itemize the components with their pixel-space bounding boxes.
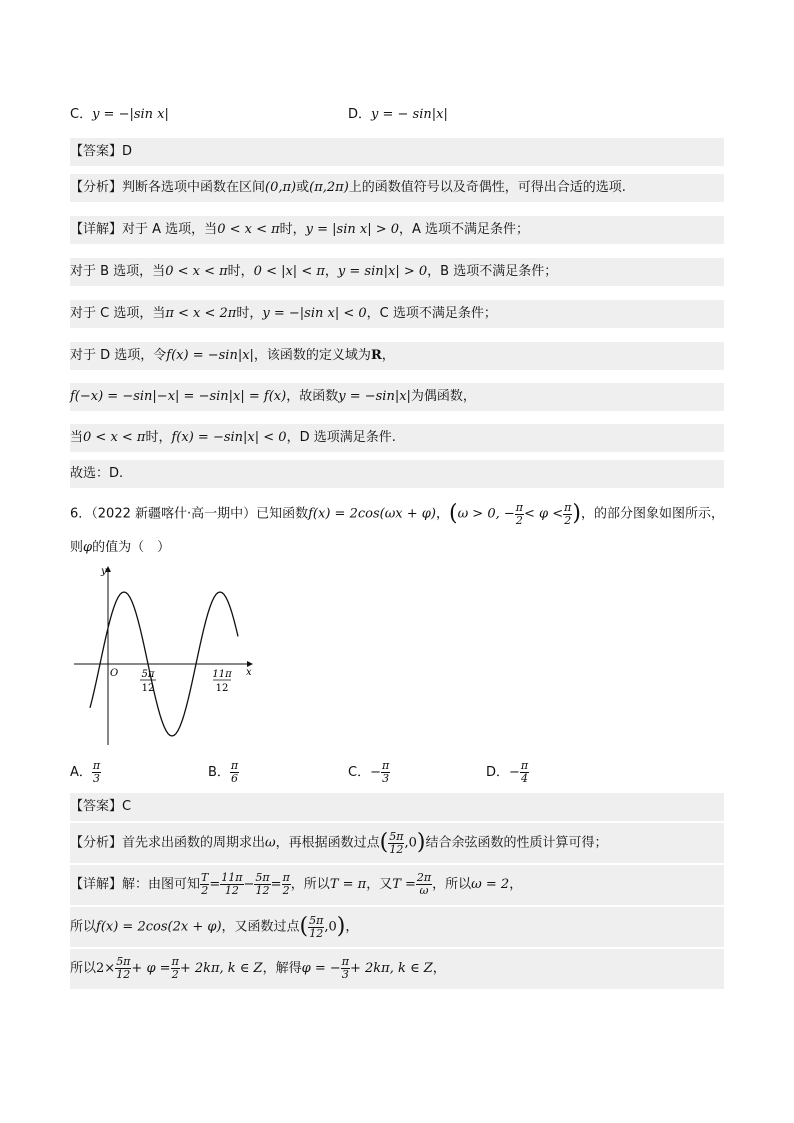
fraction [171, 956, 180, 981]
option-d [348, 101, 448, 129]
frac-den: 2 [171, 968, 179, 981]
detail-text: 时， [236, 306, 263, 321]
tick-label-den: 12 [141, 683, 155, 694]
math-expr: f(x) = 2cos(2x + φ) [96, 919, 222, 935]
frac-num: π [341, 955, 349, 968]
analysis-text: ，再根据函数过点 [275, 835, 380, 851]
option-fraction [381, 760, 390, 785]
math-expr: 0 < |x| < π [253, 264, 325, 279]
detail-text: ，解得 [262, 961, 302, 976]
frac-num: π [381, 759, 390, 772]
condition: π < x < 2π [165, 306, 237, 321]
q6-stem-text: 的值为（ ） [92, 540, 171, 555]
frac-den: 2 [201, 884, 209, 897]
frac-num: 5π [309, 913, 324, 927]
prev-options-row [70, 101, 724, 129]
interval-2: (π,2π) [309, 180, 349, 195]
detail-tag: 【详解】 [70, 877, 123, 892]
detail-text: 时， [279, 222, 306, 237]
separator: ， [324, 264, 338, 279]
frac-den: 6 [231, 772, 239, 785]
frac-den: 2 [564, 513, 572, 527]
option-label: A． [70, 765, 92, 780]
prev-detail-f [70, 424, 724, 452]
point-fraction [388, 831, 404, 856]
paren-open: ( [299, 914, 309, 939]
fraction-pi-over-2 [515, 502, 524, 527]
frac-den: 3 [341, 968, 349, 981]
fraction [220, 872, 243, 897]
detail-text: 解：由图可知 [122, 877, 201, 892]
q6-options [70, 755, 724, 791]
math-expr: T = π [329, 877, 367, 892]
separator: ， [435, 506, 449, 522]
detail-text: ，D 选项满足条件. [286, 430, 396, 445]
prev-detail-a [70, 216, 724, 244]
analysis-or: 或 [296, 180, 310, 195]
q6-stem-2 [70, 534, 724, 562]
analysis-text: 首先求出函数的周期求出 [122, 835, 266, 851]
math-expr: 2× [96, 961, 116, 976]
detail-text: 为偶函数， [410, 389, 476, 404]
detail-text: ，所以 [290, 877, 330, 892]
math-expr: y = −|sin x| < 0 [262, 306, 367, 321]
detail-text: 对于 B 选项，当 [70, 264, 166, 279]
minus: − [243, 877, 255, 892]
q6-condition: ω > 0, − [457, 506, 515, 522]
interval-1: (0,π) [265, 180, 297, 195]
prev-choose [70, 460, 724, 488]
detail-text: ，又 [366, 877, 393, 892]
q6-stem [70, 497, 724, 531]
frac-den: 4 [521, 772, 529, 785]
paren-close: ) [416, 830, 426, 855]
math-expr: y = |sin x| > 0 [305, 222, 400, 237]
option-fraction [520, 760, 529, 785]
detail-text: 时， [227, 264, 254, 279]
detail-text: ，又函数过点 [221, 919, 300, 935]
detail-text: ，A 选项不满足条件； [399, 222, 530, 237]
tick-label-den: 12 [215, 683, 229, 694]
math-expr: + φ = [131, 961, 171, 976]
prev-analysis [70, 174, 724, 202]
frac-num: 5π [255, 871, 270, 884]
point-fraction [308, 915, 324, 940]
q6-function: f(x) = 2cos(ωx + φ) [308, 506, 436, 522]
option-d-label: D． [348, 107, 372, 122]
math-expr: φ = − [301, 961, 341, 976]
choose-text: 故选：D. [70, 466, 124, 481]
frac-den: 2 [282, 884, 290, 897]
tick-label-num: 5π [141, 669, 155, 680]
frac-num: π [515, 500, 523, 514]
option-sign: − [370, 765, 381, 780]
origin-label: O [110, 668, 119, 679]
option-b[interactable] [208, 755, 239, 791]
answer-value: C [122, 799, 132, 814]
q6-answer [70, 793, 724, 821]
condition: 0 < x < π [83, 430, 146, 445]
fraction [254, 872, 270, 897]
omega-symbol: ω [265, 835, 276, 851]
q6-stem-text: 则 [70, 540, 84, 555]
detail-text: ，C 选项不满足条件； [366, 306, 497, 321]
analysis-text: 判断各选项中函数在区间 [122, 180, 266, 195]
y-axis-label: y [101, 566, 107, 577]
q6-stem-text: ，的部分图象如图所示， [580, 506, 724, 522]
prev-detail-d [70, 342, 724, 370]
math-expr: ω = 2 [471, 877, 510, 892]
frac-den: 3 [93, 772, 101, 785]
frac-num: 11π [221, 871, 243, 884]
cosine-graph [74, 563, 260, 745]
prev-answer [70, 138, 724, 166]
q6-condition-mid: < φ < [524, 506, 564, 522]
q6-detail-2 [70, 907, 724, 947]
detail-text: ， [432, 961, 446, 976]
prev-detail-c [70, 300, 724, 328]
analysis-text-end: 上的函数值符号以及奇偶性，可得出合适的选项. [348, 180, 626, 195]
option-d-expr: y = − sin|x| [371, 107, 448, 122]
point-rest: ,0 [404, 835, 417, 851]
detail-text: ，所以 [432, 877, 472, 892]
frac-num: π [92, 759, 101, 772]
fraction-pi-over-2 [563, 502, 572, 527]
answer-value: D [122, 144, 133, 159]
frac-num: π [520, 759, 529, 772]
analysis-tag: 【分析】 [70, 180, 123, 195]
option-sign: − [509, 765, 520, 780]
option-c[interactable] [348, 755, 390, 791]
math-expr: f(−x) = −sin|−x| = −sin|x| = f(x) [70, 389, 287, 404]
detail-text: ， [345, 919, 359, 935]
paren-open: ( [448, 501, 458, 526]
frac-num: 2π [416, 871, 432, 884]
detail-text: ，故函数 [286, 389, 339, 404]
option-label: D． [486, 765, 510, 780]
fraction [341, 956, 350, 981]
detail-text: 时， [145, 430, 172, 445]
phi-symbol: φ [83, 540, 93, 555]
option-d[interactable] [486, 755, 529, 791]
frac-den: 2 [515, 513, 523, 527]
math-expr: y = sin|x| > 0 [337, 264, 428, 279]
frac-den: 3 [382, 772, 390, 785]
prev-detail-e [70, 383, 724, 411]
q6-detail-1 [70, 865, 724, 905]
option-a[interactable] [70, 755, 101, 791]
paren-close: ) [336, 914, 346, 939]
analysis-text: 结合余弦函数的性质计算可得； [425, 835, 608, 851]
frac-num: 5π [116, 955, 131, 968]
detail-text: 对于 A 选项，当 [122, 222, 218, 237]
frac-num: π [171, 955, 179, 968]
option-fraction [92, 760, 101, 785]
detail-text: 所以 [70, 961, 97, 976]
frac-den: 12 [116, 968, 131, 981]
paren-open: ( [379, 830, 389, 855]
detail-text: ， [509, 877, 523, 892]
answer-tag: 【答案】 [70, 144, 123, 159]
frac-num: T [201, 871, 209, 884]
frac-num: π [230, 759, 239, 772]
equals: = [270, 877, 282, 892]
option-c-label: C． [70, 107, 93, 122]
x-axis-label: x [246, 667, 252, 678]
math-expr: T = [392, 877, 416, 892]
q6-stem-text: 6．（2022 新疆喀什·高一期中）已知函数 [70, 506, 309, 522]
paren-close: ) [572, 501, 581, 526]
tick-label-num: 11π [212, 669, 232, 680]
detail-text: ， [381, 348, 395, 363]
answer-tag: 【答案】 [70, 799, 123, 814]
option-label: B． [208, 765, 230, 780]
frac-den: ω [419, 884, 429, 897]
frac-den: 12 [255, 884, 270, 897]
option-c-expr: y = −|sin x| [92, 107, 169, 122]
condition: 0 < x < π [217, 222, 280, 237]
detail-text: 当 [70, 430, 84, 445]
fraction [282, 872, 291, 897]
frac-den: 12 [224, 884, 239, 897]
prev-detail-b [70, 258, 724, 286]
analysis-tag: 【分析】 [70, 835, 123, 851]
math-expr: f(x) = −sin|x| < 0 [171, 430, 287, 445]
detail-text: 对于 D 选项，令 [70, 348, 167, 363]
detail-text: ，B 选项不满足条件； [427, 264, 558, 279]
q6-detail-3 [70, 949, 724, 989]
option-fraction [230, 760, 239, 785]
frac-num: π [564, 500, 572, 514]
math-expr: + 2kπ, k ∈ Z [350, 961, 433, 976]
equals: = [209, 877, 221, 892]
math-expr: + 2kπ, k ∈ Z [179, 961, 263, 976]
fraction [115, 956, 131, 981]
condition: 0 < x < π [165, 264, 228, 279]
frac-num: π [282, 871, 290, 884]
math-expr: y = −sin|x| [338, 389, 411, 404]
option-label: C． [348, 765, 371, 780]
detail-text: 对于 C 选项，当 [70, 306, 166, 321]
fraction [416, 872, 432, 897]
detail-text: ，该函数的定义域为 [253, 348, 371, 363]
domain-symbol: R [370, 348, 382, 363]
detail-tag: 【详解】 [70, 222, 123, 237]
point-rest: ,0 [324, 919, 337, 935]
fraction-t-over-2 [200, 872, 209, 897]
frac-num: 5π [389, 829, 404, 843]
q6-analysis [70, 823, 724, 863]
frac-den: 12 [389, 842, 404, 856]
detail-text: 所以 [70, 919, 97, 935]
frac-den: 12 [309, 926, 324, 940]
math-expr: f(x) = −sin|x| [166, 348, 254, 363]
